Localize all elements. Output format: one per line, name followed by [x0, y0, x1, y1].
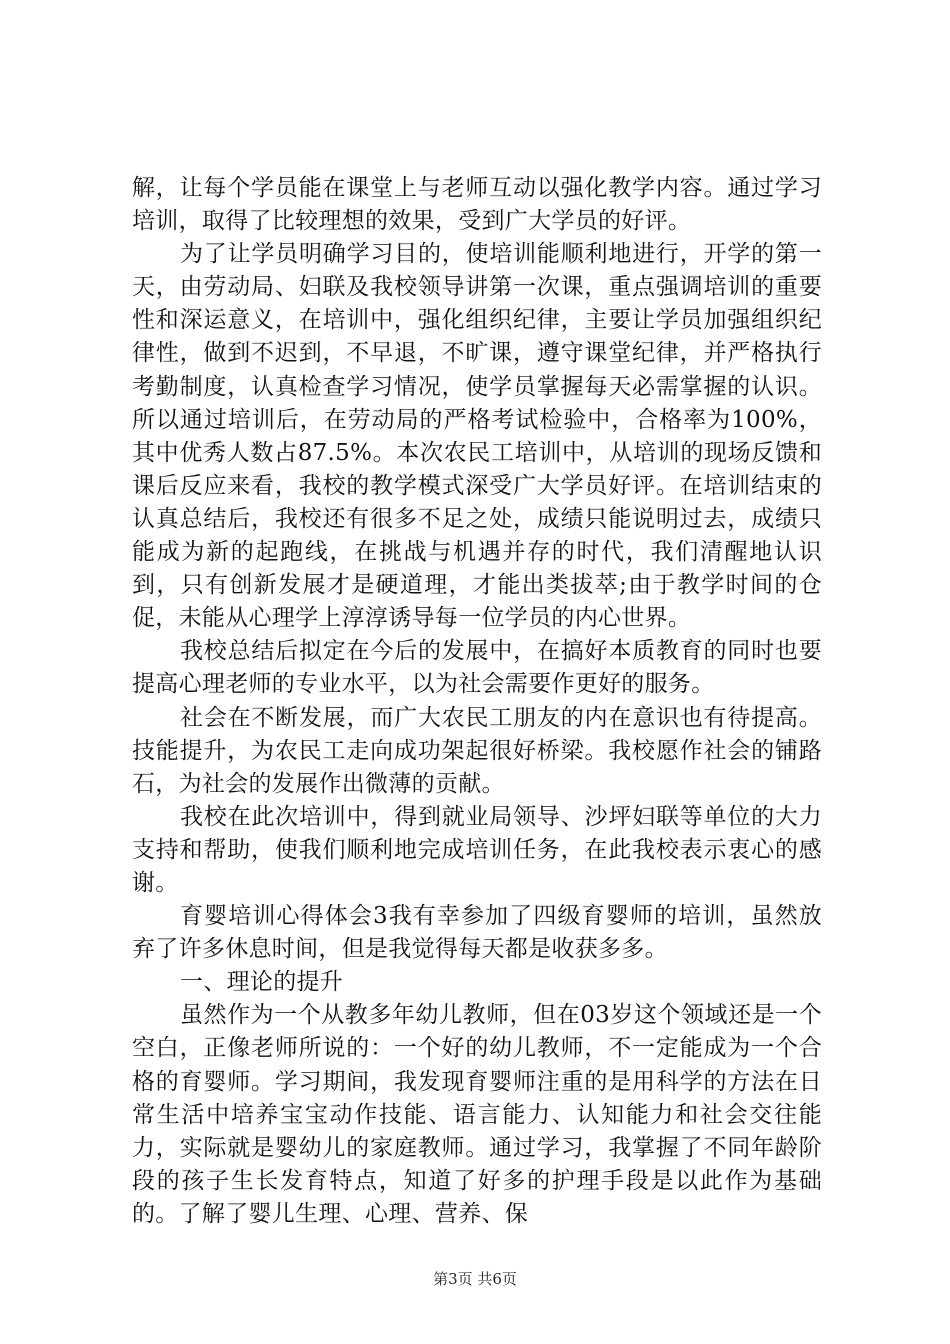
paragraph-1: 解，让每个学员能在课堂上与老师互动以强化教学内容。通过学习培训，取得了比较理想的效果，受到广大学员的好评。 [132, 175, 822, 235]
paragraph-3: 我校总结后拟定在今后的发展中，在搞好本质教育的同时也要提高心理老师的专业水平，以为社会需要作更好的服务。 [132, 638, 822, 698]
document-body [132, 172, 822, 1231]
paragraph-5: 我校在此次培训中，得到就业局领导、沙坪妇联等单位的大力支持和帮助，使我们顺利地完成培训任务，在此我校表示衷心的感谢。 [132, 803, 822, 896]
paragraph-2: 为了让学员明确学习目的，使培训能顺利地进行，开学的第一天，由劳动局、妇联及我校领导讲第一次课，重点强调培训的重要性和深运意义，在培训中，强化组织纪律，主要让学员加强组织纪律性，做到不迟到，不早退，不旷课，遵守课堂纪律，并严格执行考勤制度，认真检查学习情况，使学员掌握每天必需掌握的认识。所以通过培训后，在劳动局的严格考试检验中，合格率为100%，其中优秀人数占87.5%。本次农民工培训中，从培训的现场反馈和课后反应来看，我校的教学模式深受广大学员好评。在培训结束的认真总结后，我校还有很多不足之处，成绩只能说明过去，成绩只能成为新的起跑线，在挑战与机遇并存的时代，我们清醒地认识到，只有创新发展才是硬道理，才能出类拔萃;由于教学时间的仓促，未能从心理学上淳淳诱导每一位学员的内心世界。 [132, 241, 822, 632]
paragraph-4: 社会在不断发展，而广大农民工朋友的内在意识也有待提高。技能提升，为农民工走向成功架起很好桥梁。我校愿作社会的铺路石，为社会的发展作出微薄的贡献。 [132, 704, 822, 797]
section-heading-theory: 一、理论的提升 [180, 969, 344, 996]
paragraph-7: 虽然作为一个从教多年幼儿教师，但在03岁这个领域还是一个空白，正像老师所说的：一个好的幼儿教师，不一定能成为一个合格的育婴师。学习期间，我发现育婴师注重的是用科学的方法在日常生活中培养宝宝动作技能、语言能力、认知能力和社会交往能力，实际就是婴幼儿的家庭教师。通过学习，我掌握了不同年龄阶段的孩子生长发育特点，知道了好多的护理手段是以此作为基础的。了解了婴儿生理、心理、营养、保 [132, 1002, 822, 1227]
page-footer: 第3页 共6页 [433, 1270, 517, 1288]
paragraph-6: 育婴培训心得体会3我有幸参加了四级育婴师的培训，虽然放弃了许多休息时间，但是我觉得每天都是收获多多。 [132, 903, 822, 963]
